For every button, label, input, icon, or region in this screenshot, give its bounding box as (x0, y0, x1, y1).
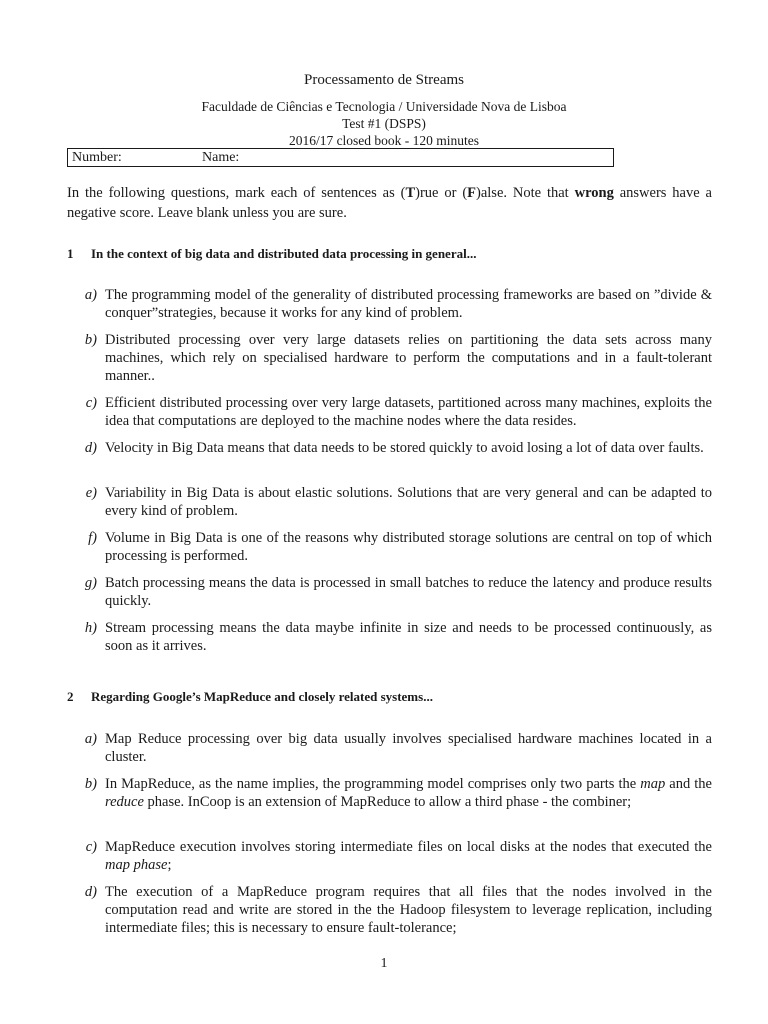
question-text: Stream processing means the data maybe infinite in size and needs to be processed continuously, as soon as it arrives. (105, 620, 712, 654)
question-label: a) (84, 731, 97, 747)
instructions (67, 183, 712, 223)
exam-header (0, 71, 768, 149)
question-text: Batch processing means the data is processed in small batches to reduce the latency and produce results quickly. (105, 575, 712, 609)
page-number: 1 (380, 956, 388, 971)
question-text: Distributed processing over very large datasets relies on partitioning the data sets across many machines, which rely on specialised hardware to perform the computations and in a fault-tolerant manner.. (105, 332, 712, 384)
section-2-number: 2 (67, 689, 74, 704)
question-label: f) (88, 530, 97, 546)
intro-text-1: In the following questions, mark each of sentences as ( (67, 185, 406, 201)
question-text-part: MapReduce execution involves storing intermediate files on local disks at the nodes that executed the (105, 839, 712, 855)
question-2c[interactable] (67, 838, 712, 874)
question-1c[interactable] (67, 394, 712, 430)
question-1h[interactable] (67, 619, 712, 655)
test-line: Test #1 (DSPS) (342, 116, 426, 131)
question-1f[interactable] (67, 529, 712, 565)
question-text: Variability in Big Data is about elastic solutions. Solutions that are very general and can be adapted to every kind of problem. (105, 485, 712, 519)
question-label: d) (84, 884, 97, 900)
question-text: Velocity in Big Data means that data needs to be stored quickly to avoid losing a lot of data over faults. (105, 440, 704, 456)
question-2b[interactable] (67, 775, 712, 811)
term-map: map (640, 776, 666, 792)
question-text-part: phase. InCoop is an extension of MapReduce to allow a third phase - the combiner; (143, 794, 632, 810)
exam-conditions-line: 2016/17 closed book - 120 minutes (288, 133, 480, 148)
question-text (105, 838, 712, 874)
question-1d[interactable] (67, 439, 712, 457)
question-1g[interactable] (67, 574, 712, 610)
question-1e[interactable] (67, 484, 712, 520)
question-text (105, 775, 712, 811)
question-text: Volume in Big Data is one of the reasons why distributed storage solutions are central on top of which processing is performed. (105, 530, 712, 564)
intro-text-2: )rue or ( (415, 185, 468, 201)
section-1-heading (67, 246, 712, 262)
question-label: c) (85, 395, 97, 411)
question-text-part: and the (665, 776, 712, 792)
term-reduce: reduce (105, 794, 144, 810)
question-label: b) (84, 332, 97, 348)
intro-true-letter: T (405, 185, 416, 201)
intro-text-4: answers have a negative score. Leave blank unless you are sure. (67, 185, 712, 221)
question-label: g) (84, 575, 97, 591)
question-label: b) (84, 776, 97, 792)
name-label: Name: (202, 150, 240, 165)
section-1-title: In the context of big data and distributed data processing in general... (91, 246, 477, 261)
question-label: e) (85, 485, 97, 501)
number-label: Number: (72, 150, 122, 165)
question-1a[interactable] (67, 286, 712, 322)
intro-text-3: )alse. Note that (476, 185, 575, 201)
question-label: d) (84, 440, 97, 456)
question-2a[interactable] (67, 730, 712, 766)
section-2-heading (67, 689, 712, 705)
question-text-part: In MapReduce, as the name implies, the programming model comprises only two parts the (105, 776, 641, 792)
question-text: Efficient distributed processing over very large datasets, partitioned across many machines, exploits the idea that computations are deployed to the machine nodes where the data resides. (105, 395, 712, 429)
student-id-box[interactable] (67, 148, 614, 167)
institution-line: Faculdade de Ciências e Tecnologia / Universidade Nova de Lisboa (201, 99, 567, 114)
question-label: c) (85, 839, 97, 855)
section-1-number: 1 (67, 246, 74, 261)
course-title: Processamento de Streams (304, 72, 464, 88)
section-2-title: Regarding Google’s MapReduce and closely related systems... (91, 689, 433, 704)
intro-false-letter: F (467, 185, 477, 201)
question-label: h) (84, 620, 97, 636)
intro-wrong-word: wrong (574, 185, 614, 201)
question-text: Map Reduce processing over big data usually involves specialised hardware machines located in a cluster. (105, 731, 712, 765)
question-text: The execution of a MapReduce program requires that all files that the nodes involved in the computation read and write are stored in the the Hadoop filesystem to leverage replication, including intermediate files; this is necessary to ensure fault-tolerance; (105, 884, 712, 936)
question-text: The programming model of the generality of distributed processing frameworks are based on ”divide & conquer”strategies, because it works for any kind of problem. (105, 287, 712, 321)
question-1b[interactable] (67, 331, 712, 385)
term-map-phase: map phase (105, 857, 168, 873)
question-text-part: ; (167, 857, 172, 873)
question-2d[interactable] (67, 883, 712, 937)
question-label: a) (84, 287, 97, 303)
